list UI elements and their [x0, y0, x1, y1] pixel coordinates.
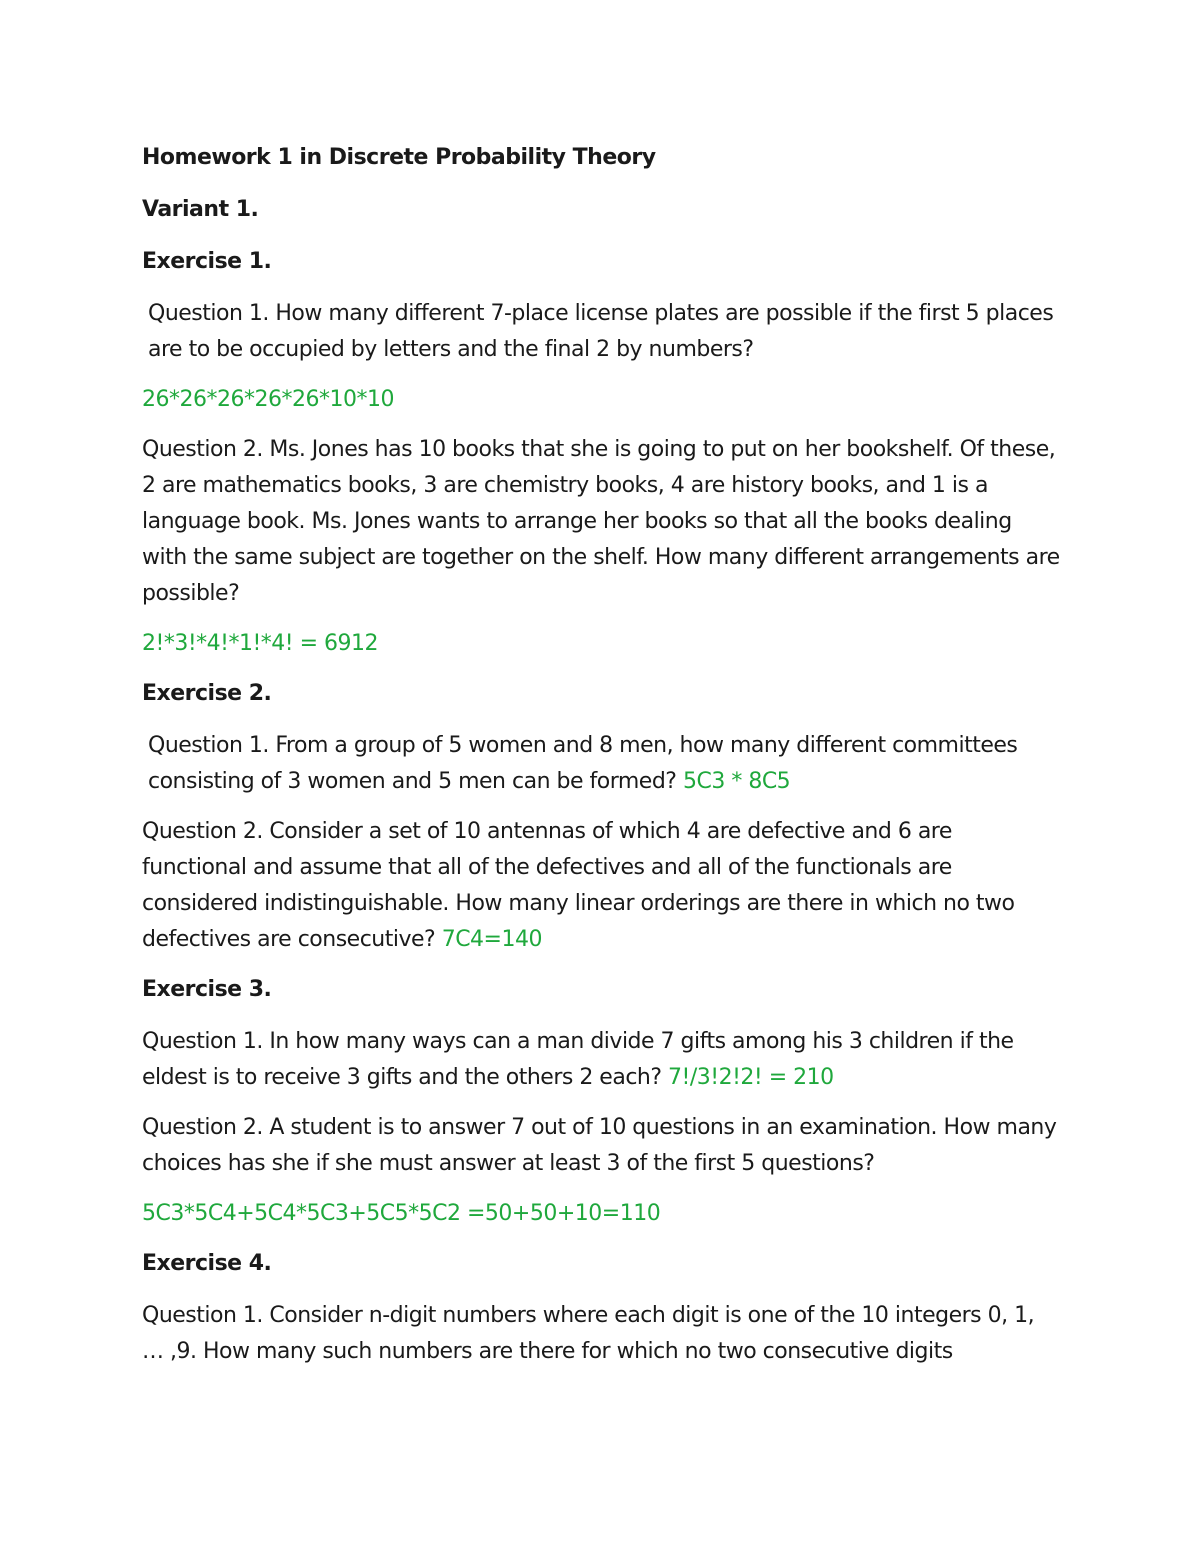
question-text: Question 1. Consider n-digit numbers where each digit is one of the 10 integers 0, 1, … ,9. How many such numbers are there for which no two consecutive digits — [142, 1303, 1035, 1364]
document-title: Homework 1 in Discrete Probability Theory — [142, 145, 656, 170]
answer-text: 7C4=140 — [441, 927, 542, 952]
answer-text: 7!/3!2!2! = 210 — [668, 1065, 834, 1090]
exercise-heading: Exercise 3. — [142, 977, 272, 1002]
variant-label: Variant 1. — [142, 197, 259, 222]
document-page — [142, 140, 1062, 1384]
exercise-heading: Exercise 1. — [142, 249, 272, 274]
exercise-heading: Exercise 4. — [142, 1251, 272, 1276]
answer-text: 26*26*26*26*26*10*10 — [142, 387, 394, 412]
answer-text: 5C3*5C4+5C4*5C3+5C5*5C2 =50+50+10=110 — [142, 1201, 661, 1226]
question-text: Question 1. In how many ways can a man divide 7 gifts among his 3 children if the eldest is to receive 3 gifts and the others 2 each? — [142, 1029, 1014, 1090]
question-text: Question 1. How many different 7-place license plates are possible if the first 5 places are to be occupied by letters and the final 2 by numbers? — [148, 301, 1054, 362]
question-text: Question 1. From a group of 5 women and 8 men, how many different committees consisting of 3 women and 5 men can be formed? — [148, 733, 1018, 794]
question-text: Question 2. Ms. Jones has 10 books that she is going to put on her bookshelf. Of these, 2 are mathematics books, 3 are chemistry books, 4 are history books, and 1 is a language book. Ms. Jones wants to arrange her books so that all the books dealing with the same subject are together on the shelf. How many different arrangements are possible? — [142, 437, 1060, 606]
question-text: Question 2. Consider a set of 10 antennas of which 4 are defective and 6 are functional and assume that all of the defectives and all of the functionals are considered indistinguishable. How many linear orderings are there in which no two defectives are consecutive? — [142, 819, 1015, 952]
question-paragraph — [142, 1024, 1062, 1096]
answer-text: 5C3 * 8C5 — [682, 769, 791, 794]
question-text: Question 2. A student is to answer 7 out of 10 questions in an examination. How many choices has she if she must answer at least 3 of the first 5 questions? — [142, 1115, 1057, 1176]
exercise-heading: Exercise 2. — [142, 681, 272, 706]
answer-text: 2!*3!*4!*1!*4! = 6912 — [142, 631, 378, 656]
question-paragraph — [142, 814, 1062, 958]
question-paragraph — [142, 728, 1062, 800]
